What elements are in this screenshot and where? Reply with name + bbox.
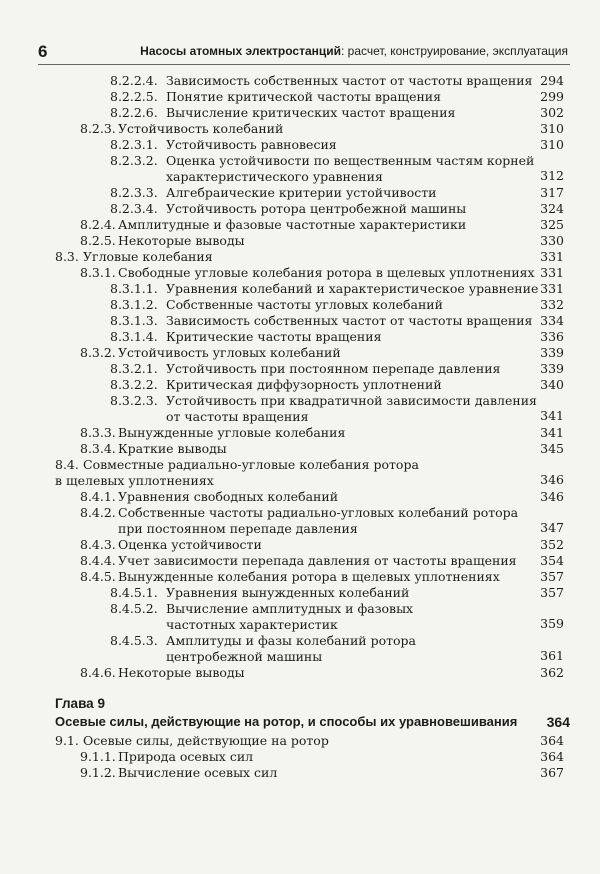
toc-entry-number: 8.4.4. [80,553,116,568]
toc-entry-page: 346 [540,489,564,504]
toc-entry-page: 357 [540,585,564,600]
toc-entry-page: 294 [540,73,564,88]
toc-entry [0,233,600,249]
chapter-page: 364 [546,714,570,730]
toc-entry-title: Собственные частоты угловых колебаний [166,297,443,312]
toc-entry-title: Устойчивость угловых колебаний [118,345,341,360]
toc-entry-line [0,749,600,765]
book-subtitle: : расчет, конструирование, эксплуатация [341,44,568,58]
toc-entry [0,89,600,105]
toc-entry-number: 8.2.3. [80,121,116,136]
toc-entry-number: 8.4.5. [80,569,116,584]
toc-entry-number: 8.3. [55,249,79,264]
toc-entry [0,265,600,281]
toc-entry-number: 8.3.2.2. [110,377,158,392]
toc-entry [0,281,600,297]
toc-entry [0,153,600,185]
toc-entry-title: Оценка устойчивости [118,537,262,552]
toc-entry-number: 9.1.1. [80,749,116,764]
toc-entry [0,765,600,781]
toc-entry-page: 361 [540,648,564,663]
toc-entry-title: Учет зависимости перепада давления от частоты вращения [118,553,517,568]
toc-entry [0,297,600,313]
toc-entry-number: 8.4.5.2. [110,601,158,616]
toc-entry-number: 8.2.3.3. [110,185,158,200]
running-header [38,42,570,65]
toc-entry-number: 8.3.1.1. [110,281,158,296]
toc-entry-number: 9.1. [55,733,79,748]
toc-entry-line [0,281,600,297]
toc-entry-page: 331 [540,249,564,264]
toc-entry-title: Некоторые выводы [118,665,245,680]
toc-entry-page: 312 [540,168,564,183]
page-number: 6 [38,42,48,61]
toc-entry-title: Совместные радиально-угловые колебания ротора [83,457,419,472]
toc-entry [0,185,600,201]
toc-entry-title: Критическая диффузорность уплотнений [166,377,442,392]
toc-entry [0,313,600,329]
toc-entry-number: 8.3.1.2. [110,297,158,312]
toc-entry-line [0,489,600,505]
toc-entry-line [0,201,600,217]
toc-entry [0,201,600,217]
toc-entry [0,537,600,553]
toc-entry-line [0,377,600,393]
toc-entry-title: Природа осевых сил [118,749,254,764]
chapter-title [0,713,600,731]
toc-entry-line [0,569,600,585]
toc-entry-line [0,153,600,169]
chapter-label: Глава 9 [55,696,105,711]
toc-entry-number: 8.3.1.3. [110,313,158,328]
toc-entry-title: Критические частоты вращения [166,329,382,344]
toc-entry-page: 347 [540,520,564,535]
toc-entry [0,633,600,665]
toc-entry-page: 310 [540,121,564,136]
toc-entry-title: Свободные угловые колебания ротора в щелевых уплотнениях [118,265,535,280]
toc-entry-line [0,345,600,361]
toc-entry [0,489,600,505]
toc-entry-page: 339 [540,345,564,360]
toc-entry-title: Вычисление осевых сил [118,765,278,780]
toc-entry-page: 302 [540,105,564,120]
toc-entry-title: Зависимость собственных частот от частоты вращения [166,73,533,88]
toc-entry-page: 317 [540,185,564,200]
toc-entry-number: 8.2.2.5. [110,89,158,104]
toc-entry-number: 8.2.5. [80,233,116,248]
toc-entry-line [0,457,600,473]
toc-entry [0,585,600,601]
toc-entry-page: 340 [540,377,564,392]
toc-entry [0,457,600,489]
toc-entry-page: 339 [540,361,564,376]
toc-entry [0,393,600,425]
toc-entry-title: Устойчивость колебаний [118,121,284,136]
toc-entry-title: Зависимость собственных частот от частоты вращения [166,313,533,328]
toc-entry-number: 8.4.3. [80,537,116,552]
toc-entry-number: 8.3.2.1. [110,361,158,376]
toc-entry-title: Уравнения колебаний и характеристическое уравнение [166,281,539,296]
toc-entry-title: Собственные частоты радиально-угловых колебаний ротора [118,505,519,520]
toc-entry-title-continued: центробежной машины [166,649,323,664]
toc-entry-page: 299 [540,89,564,104]
toc-entry [0,441,600,457]
toc-entry-line [0,665,600,681]
toc-entry [0,73,600,89]
toc-entry [0,377,600,393]
toc-entry [0,105,600,121]
toc-entry-number: 8.4.5.1. [110,585,158,600]
toc-entry [0,749,600,765]
toc-entry-page: 346 [540,472,564,487]
toc-entry-line [0,393,600,409]
toc-entry-number: 8.3.2. [80,345,116,360]
toc-entry-page: 331 [540,281,564,296]
toc-entry-page: 331 [540,265,564,280]
toc-entry-title: Вынужденные угловые колебания [118,425,346,440]
toc-section-9 [0,733,600,781]
toc-entry-page: 354 [540,553,564,568]
toc-entry [0,137,600,153]
toc-entry-page: 325 [540,217,564,232]
toc-entry-page: 364 [540,749,564,764]
toc-entry [0,601,600,633]
toc-entry [0,733,600,749]
toc-entry-number: 8.4.5.3. [110,633,158,648]
toc-entry-page: 330 [540,233,564,248]
toc-entry [0,553,600,569]
toc-entry-title: Понятие критической частоты вращения [166,89,442,104]
toc-entry-line [0,217,600,233]
table-of-contents [0,73,600,781]
toc-entry-title: Устойчивость ротора центробежной машины [166,201,467,216]
toc-entry-title: Вынужденные колебания ротора в щелевых уплотнениях [118,569,500,584]
toc-entry-title: Краткие выводы [118,441,227,456]
toc-entry-page: 324 [540,201,564,216]
toc-entry-title: Осевые силы, действующие на ротор [83,733,329,748]
toc-entry-title: Вычисление критических частот вращения [166,105,456,120]
toc-entry-line [0,537,600,553]
toc-entry [0,665,600,681]
toc-entry-line [0,765,600,781]
book-title: Насосы атомных электростанций [140,44,341,58]
toc-entry-page: 341 [540,425,564,440]
toc-entry-number: 8.3.1.4. [110,329,158,344]
toc-entry-title: Устойчивость равновесия [166,137,337,152]
toc-entry [0,345,600,361]
toc-entry-title: Алгебраические критерии устойчивости [166,185,437,200]
toc-entry-number: 8.4.1. [80,489,116,504]
toc-entry-page: 352 [540,537,564,552]
toc-entry-line [0,105,600,121]
toc-entry-title: Вычисление амплитудных и фазовых [166,601,414,616]
toc-entry-title-continued: частотных характеристик [166,617,338,632]
toc-entry [0,505,600,537]
toc-entry [0,249,600,265]
toc-entry-line [0,89,600,105]
toc-entry-number: 8.3.3. [80,425,116,440]
toc-entry-title: Устойчивость при постоянном перепаде давления [166,361,501,376]
toc-entry-title: Устойчивость при квадратичной зависимости давления [166,393,537,408]
toc-entry-line [0,73,600,89]
toc-entry-line [0,313,600,329]
toc-entry-page: 332 [540,297,564,312]
toc-entry-page: 341 [540,408,564,423]
toc-entry [0,569,600,585]
toc-entry-number: 8.2.3.1. [110,137,158,152]
toc-entry-line [0,233,600,249]
toc-entry-page: 364 [540,733,564,748]
toc-entry-title: Амплитудные и фазовые частотные характеристики [118,217,467,232]
toc-entry-number: 9.1.2. [80,765,116,780]
toc-section-8 [0,73,600,681]
toc-entry-line [0,297,600,313]
toc-entry-page: 345 [540,441,564,456]
toc-entry-page: 357 [540,569,564,584]
toc-entry-page: 310 [540,137,564,152]
toc-entry-line [0,733,600,749]
toc-entry-number: 8.4.6. [80,665,116,680]
toc-entry-line [0,265,600,281]
toc-entry-page: 334 [540,313,564,328]
toc-entry-page: 362 [540,665,564,680]
toc-entry-title-continued: характеристического уравнения [166,169,383,184]
toc-entry-title-continued: в щелевых уплотнениях [55,473,214,488]
toc-entry [0,329,600,345]
toc-entry-line [0,361,600,377]
toc-entry-line [0,441,600,457]
toc-entry-page: 336 [540,329,564,344]
toc-entry-title: Оценка устойчивости по вещественным частям корней [166,153,535,168]
chapter-title-text: Осевые силы, действующие на ротор, и способы их уравновешивания [55,714,518,729]
toc-entry-number: 8.4. [55,457,79,472]
toc-entry-line [0,249,600,265]
toc-entry-line [0,633,600,649]
toc-entry-title: Амплитуды и фазы колебаний ротора [166,633,417,648]
toc-entry-number: 8.2.2.4. [110,73,158,88]
toc-entry-line [0,585,600,601]
toc-entry-number: 8.2.4. [80,217,116,232]
toc-entry-line [0,121,600,137]
toc-entry-title: Некоторые выводы [118,233,245,248]
toc-entry-title-continued: от частоты вращения [166,409,309,424]
toc-entry-number: 8.3.4. [80,441,116,456]
toc-entry-number: 8.4.2. [80,505,116,520]
running-title [140,44,568,58]
toc-entry-line [0,137,600,153]
toc-entry-title: Угловые колебания [83,249,213,264]
toc-entry [0,217,600,233]
toc-entry-line [0,185,600,201]
toc-entry-page: 367 [540,765,564,780]
toc-entry-title: Уравнения вынужденных колебаний [166,585,410,600]
toc-entry-number: 8.3.2.3. [110,393,158,408]
toc-entry-line [0,329,600,345]
toc-entry [0,361,600,377]
toc-entry-line [0,505,600,521]
toc-entry-page: 359 [540,616,564,631]
toc-entry-number: 8.2.3.2. [110,153,158,168]
toc-entry-number: 8.2.3.4. [110,201,158,216]
toc-entry-line [0,601,600,617]
toc-entry-number: 8.2.2.6. [110,105,158,120]
toc-entry-title: Уравнения свободных колебаний [118,489,339,504]
toc-entry [0,121,600,137]
toc-entry [0,425,600,441]
toc-entry-line [0,425,600,441]
toc-entry-line [0,553,600,569]
toc-entry-number: 8.3.1. [80,265,116,280]
toc-entry-title-continued: при постоянном перепаде давления [118,521,358,536]
